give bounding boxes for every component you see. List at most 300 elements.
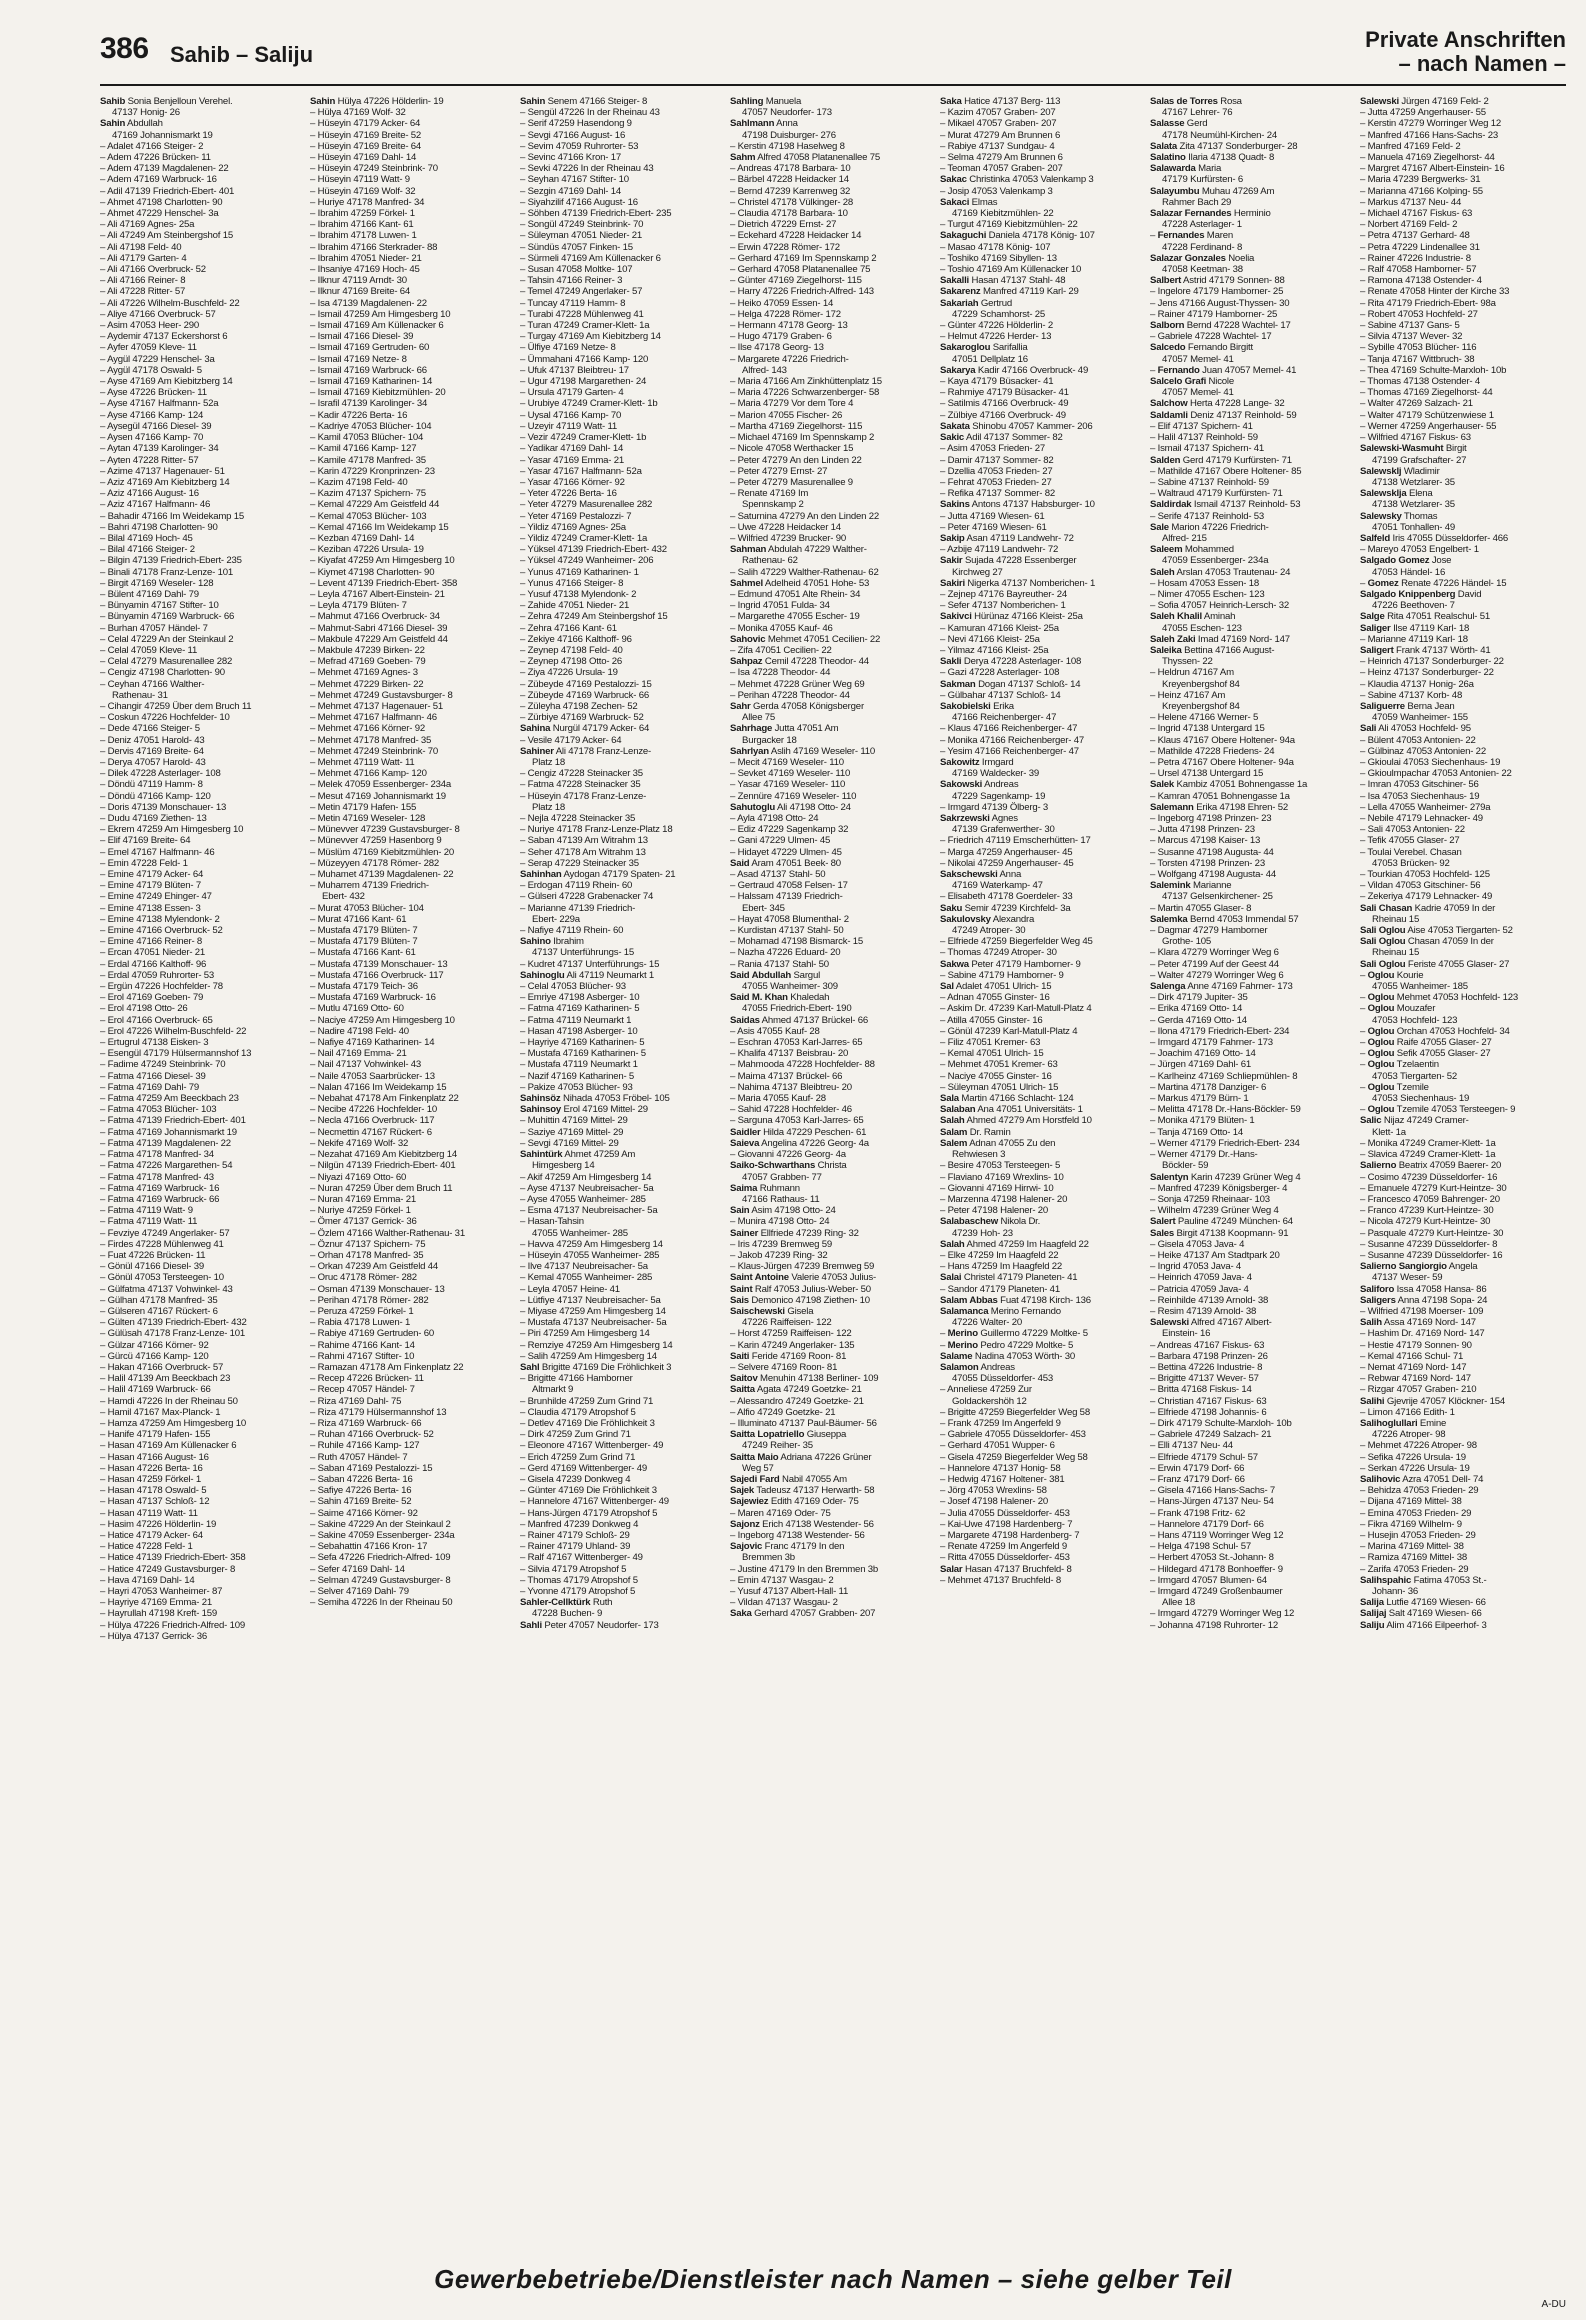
listing-entry: – Naciye 47055 Ginster- 16 (940, 1070, 1052, 1082)
listing-entry: – Gabriele 47249 Salzach- 21 (1150, 1429, 1272, 1441)
listing-entry: – Kezban 47169 Dahl- 14 (310, 532, 415, 544)
listing-entry: Sakaci Elmas (940, 196, 998, 208)
listing-entry: Sahinsoy Erol 47169 Mittel- 29 (520, 1104, 648, 1116)
listing-entry: Saka Gerhard 47057 Grabben- 207 (730, 1608, 876, 1620)
listing-entry: – Fatma 47119 Neumarkt 1 (520, 1014, 632, 1026)
listing-entry: – Mustafa 47169 Warbruck- 16 (310, 992, 436, 1004)
listing-entry: – Adalet 47166 Steiger- 2 (100, 140, 204, 152)
listing-entry: 47229 Schamhorst- 25 (952, 308, 1046, 320)
listing-entry: 47059 Essenberger- 234a (1162, 555, 1269, 567)
listing-entry: Weg 57 (742, 1462, 774, 1474)
listing-entry: – Leyla 47179 Blüten- 7 (310, 600, 407, 612)
listing-entry: – Osman 47139 Monschauer- 13 (310, 1283, 445, 1295)
listing-entry: Sahiner Ali 47178 Franz-Lenze- (520, 745, 652, 757)
listing-entry: – Robert 47053 Hochfeld- 27 (1360, 308, 1478, 320)
listing-entry: – Aziz 47167 Halfmann- 46 (100, 499, 211, 511)
listing-entry: – Gönül 47166 Diesel- 39 (100, 1261, 205, 1273)
listing-entry: – Zübeyde 47169 Warbruck- 66 (520, 689, 649, 701)
listing-entry: – Ingelore 47179 Hamborner- 25 (1150, 286, 1284, 298)
listing-entry: – Marzenna 47198 Halener- 20 (940, 1193, 1068, 1205)
page-header (100, 28, 1566, 82)
listing-entry: Saidas Ahmed 47137 Brückel- 66 (730, 1014, 868, 1026)
listing-entry: 47055 Friedrich-Ebert- 190 (742, 1003, 852, 1015)
listing-entry: – Besire 47053 Tersteegen- 5 (940, 1160, 1061, 1172)
listing-entry: – Kemal 47229 Am Geistfeld 44 (310, 499, 440, 511)
listing-entry: – Nejla 47228 Steinacker 35 (520, 813, 636, 824)
listing-entry: – Bülent 47053 Antonien- 22 (1360, 734, 1476, 746)
listing-entry: – Peter 47169 Wiesen- 61 (940, 521, 1047, 533)
listing-entry: – Fevziye 47249 Angerlaker- 57 (100, 1227, 230, 1239)
listing-entry: 47166 Reichenberger- 47 (952, 712, 1057, 724)
listing-entry: – Gkioulai 47053 Siechenhaus- 19 (1360, 756, 1501, 768)
listing-entry: – Marga 47259 Angerhauser- 45 (940, 846, 1073, 858)
listing-entry: 47137 Honig- 26 (112, 107, 180, 119)
listing-entry: – Marianne 47119 Karl- 18 (1360, 633, 1468, 645)
listing-entry: – Aygül 47178 Oswald- 5 (100, 364, 202, 376)
listing-entry: – Mustafa 47137 Neubreisacher- 5a (520, 1317, 667, 1329)
listing-entry: Sakwa Peter 47179 Hamborner- 9 (940, 958, 1081, 970)
listing-entry: Salai Christel 47179 Planeten- 41 (940, 1272, 1078, 1284)
listing-entry: – Bahadir 47166 Im Weidekamp 15 (100, 510, 245, 522)
listing-entry: – Zeynep 47198 Feld- 40 (520, 644, 623, 656)
listing-column (100, 96, 306, 2248)
listing-entry: – Jakob 47239 Ring- 32 (730, 1249, 828, 1261)
listing-entry: – Kerstin 47279 Worringer Weg 12 (1360, 118, 1501, 130)
listing-entry: – Helga 47228 Römer- 172 (730, 308, 841, 320)
listing-entry: – Nafiye 47169 Katharinen- 14 (310, 1037, 435, 1049)
listing-entry: – Hülya 47169 Wolf- 32 (310, 107, 406, 119)
listing-entry: – Nilgün 47139 Friedrich-Ebert- 401 (310, 1160, 456, 1172)
listing-entry: 47249 Reiher- 35 (742, 1440, 813, 1452)
listing-entry: Salcelo Grafi Nicole (1150, 376, 1234, 388)
listing-entry: – Hannelore 47167 Wittenberger- 49 (520, 1496, 669, 1508)
listing-entry: 47057 Memel- 41 (1162, 353, 1234, 365)
listing-entry: – Yilmaz 47166 Kleist- 25a (940, 644, 1049, 656)
listing-entry: – Wilhelm 47239 Grüner Weg 4 (1150, 1205, 1279, 1217)
listing-entry: – Marion 47055 Fischer- 26 (730, 409, 843, 421)
listing-entry: – Erdogan 47119 Rhein- 60 (520, 880, 633, 892)
listing-entry: 47239 Hoh- 23 (952, 1227, 1013, 1239)
listing-entry: – Jutta 47169 Wiesen- 61 (940, 510, 1045, 522)
listing-entry: – Gisela 47239 Donkweg 4 (520, 1473, 631, 1485)
listing-entry: – Gisela 47166 Hans-Sachs- 7 (1150, 1485, 1276, 1497)
listing-entry: 47226 Walter- 20 (952, 1317, 1023, 1329)
listing-entry: – Rainer 47226 Industrie- 8 (1360, 252, 1471, 264)
listing-entry: – Giovanni 47169 Hirrwi- 10 (940, 1182, 1054, 1194)
listing-entry: 47166 Rathaus- 11 (742, 1193, 820, 1205)
listing-entry: – Fatma 47169 Warbruck- 16 (100, 1182, 220, 1194)
listing-entry: – Makbule 47239 Birken- 22 (310, 644, 425, 656)
listing-entry: Johann- 36 (1372, 1586, 1419, 1598)
listing-entry: – Mehmet 47229 Birken- 22 (310, 678, 424, 690)
listing-entry: – Derya 47057 Harold- 43 (100, 756, 206, 768)
listing-entry: – Sürmeli 47169 Am Küllenacker 6 (520, 252, 661, 264)
listing-entry: – Celal 47053 Blücher- 93 (520, 981, 626, 993)
listing-entry: – Fatma 47139 Friedrich-Ebert- 401 (100, 1115, 246, 1127)
listing-entry: – Gisela 47053 Java- 4 (1150, 1238, 1245, 1250)
listing-entry: – Sevgi 47169 Mittel- 29 (520, 1137, 619, 1149)
listing-entry: – Bülent 47169 Dahl- 79 (100, 588, 199, 600)
listing-entry: – Safiye 47226 Berta- 16 (310, 1485, 412, 1497)
listing-entry: Sajonz Erich 47138 Westender- 56 (730, 1518, 874, 1530)
listing-entry: – Resim 47139 Arnold- 38 (1150, 1305, 1257, 1317)
listing-entry: Kreyenbergshof 84 (1162, 678, 1240, 690)
listing-entry: – Piri 47259 Am Himgesberg 14 (520, 1328, 650, 1340)
listing-entry: – Mikael 47057 Graben- 207 (940, 118, 1057, 130)
section-title (1365, 28, 1566, 76)
listing-entry: – Selvere 47169 Roon- 81 (730, 1361, 838, 1373)
listing-entry: – Sakine 47229 An der Steinkaul 2 (310, 1518, 451, 1530)
listing-entry: – Emine 47179 Blüten- 7 (100, 880, 202, 892)
listing-entry: – Ramiza 47169 Mittel- 38 (1360, 1552, 1467, 1564)
listing-entry: – Fadime 47249 Steinbrink- 70 (100, 1059, 226, 1071)
listing-entry: – Uwe 47228 Heidacker 14 (730, 521, 841, 533)
listing-entry: – Adil 47139 Friedrich-Ebert- 401 (100, 185, 235, 197)
listing-entry: – Hasan 47178 Oswald- 5 (100, 1485, 207, 1497)
listing-entry: – Mehmet 47166 Kamp- 120 (310, 768, 427, 780)
listing-entry: – Jürgen 47169 Dahl- 61 (1150, 1059, 1252, 1071)
listing-entry: – Oglou Orchan 47053 Hochfeld- 34 (1360, 1025, 1510, 1037)
listing-entry: – Josef 47198 Halener- 20 (940, 1496, 1049, 1508)
listing-entry: Salasse Gerd (1150, 118, 1208, 130)
listing-entry: – Friedrich 47119 Emscherhütten- 17 (940, 835, 1091, 847)
listing-entry: – Mehmet 47119 Watt- 11 (310, 756, 415, 768)
listing-entry: – Züleyha 47198 Zechen- 52 (520, 700, 638, 712)
listing-entry: Kreyenbergshof 84 (1162, 700, 1240, 712)
listing-entry: – Kiyafat 47259 Am Himgesberg 10 (310, 555, 455, 567)
listing-entry: – Rita 47179 Friedrich-Ebert- 98a (1360, 297, 1496, 309)
listing-entry: – Manfred 47169 Feld- 2 (1360, 140, 1461, 152)
listing-entry: – Werner 47179 Dr.-Hans- (1150, 1149, 1258, 1161)
listing-columns (100, 96, 1566, 2248)
listing-entry: – Helmut 47226 Herder- 13 (940, 331, 1052, 343)
listing-entry: – Firdes 47228 Mühlenweg 41 (100, 1238, 224, 1250)
listing-entry: – Semiha 47226 In der Rheinau 50 (310, 1597, 453, 1609)
listing-entry: – Metin 47179 Hafen- 155 (310, 801, 417, 813)
listing-entry: Goldackershöh 12 (952, 1395, 1027, 1407)
listing-entry: – Hosam 47053 Essen- 18 (1150, 577, 1259, 589)
listing-entry: – Dudu 47169 Ziethen- 13 (100, 813, 207, 824)
listing-entry: – Elif 47169 Breite- 64 (100, 835, 191, 847)
listing-entry: Rathenau- 31 (112, 689, 168, 701)
listing-entry: Sain Asim 47198 Otto- 24 (730, 1205, 836, 1217)
listing-entry: Saitta Agata 47249 Goetzke- 21 (730, 1384, 862, 1396)
listing-entry: – Hüseyin 47169 Wolf- 32 (310, 185, 416, 197)
listing-entry: – Sahid 47228 Hochfelder- 46 (730, 1104, 852, 1116)
listing-entry: – Elfriede 47179 Schul- 57 (1150, 1451, 1258, 1463)
listing-entry: – Seyhan 47167 Stifter- 10 (520, 174, 629, 186)
listing-entry: – Mesut 47169 Johannismarkt 19 (310, 790, 446, 802)
listing-entry: Salfeld Iris 47055 Düsseldorfer- 466 (1360, 532, 1508, 544)
listing-entry: – Jutta 47198 Prinzen- 23 (1150, 824, 1255, 836)
listing-entry: – Gertraud 47058 Felsen- 17 (730, 880, 848, 892)
listing-entry: Salemka Bernd 47053 Immendal 57 (1150, 913, 1299, 925)
listing-entry: – Zahide 47051 Nieder- 21 (520, 600, 630, 612)
listing-entry: Salamon Andreas (940, 1361, 1015, 1373)
listing-entry: – Serap 47229 Steinacker 35 (520, 857, 639, 869)
listing-entry: – Fatma 47169 Dahl- 79 (100, 1081, 200, 1093)
listing-entry: – Ihsaniye 47169 Hoch- 45 (310, 264, 420, 276)
listing-entry: – Hasan 47226 Berta- 16 (100, 1462, 203, 1474)
listing-entry: – Münevver 47259 Hasenborg 9 (310, 835, 442, 847)
listing-entry: – Celal 47229 An der Steinkaul 2 (100, 633, 234, 645)
listing-entry: – Oglou Mehmet 47053 Hochfeld- 123 (1360, 992, 1518, 1004)
listing-entry: – Dirk 47179 Jupiter- 35 (1150, 992, 1248, 1004)
listing-entry: – Walter 47269 Salzach- 21 (1360, 398, 1473, 410)
listing-entry: – Selver 47169 Dahl- 79 (310, 1586, 409, 1598)
header-rule (100, 84, 1566, 86)
listing-entry: – Kadriye 47053 Blücher- 104 (310, 420, 432, 432)
listing-entry: Kirchweg 27 (952, 566, 1003, 578)
listing-entry: – Behidza 47053 Frieden- 29 (1360, 1485, 1479, 1497)
listing-entry: 47228 Buchen- 9 (532, 1608, 603, 1620)
listing-entry: – Emine 47166 Reiner- 8 (100, 936, 203, 948)
listing-entry: – Azime 47137 Hagenauer- 51 (100, 465, 225, 477)
listing-entry: – Fatma 47178 Manfred- 43 (100, 1171, 214, 1183)
listing-entry: – Ugur 47198 Margarethen- 24 (520, 376, 647, 388)
listing-entry: 47055 Wanheimer- 185 (1372, 981, 1468, 993)
listing-entry: Sakulovsky Alexandra (940, 913, 1035, 925)
listing-entry: – Francesco 47059 Bahrenger- 20 (1360, 1193, 1500, 1205)
listing-entry: Einstein- 16 (1162, 1328, 1211, 1340)
listing-entry: – Sabine 47179 Hamborner- 9 (940, 969, 1064, 981)
listing-entry: – Yüksel 47139 Friedrich-Ebert- 432 (520, 544, 667, 556)
listing-entry: Sakrzewski Agnes (940, 813, 1018, 824)
listing-entry: – Sabine 47137 Reinhold- 59 (1150, 476, 1269, 488)
listing-entry: – Saime 47166 Körner- 92 (310, 1507, 418, 1519)
listing-entry: – Saban 47139 Am Witrahm 13 (520, 835, 648, 847)
listing-entry: – Sefer 47137 Nomberichen- 1 (940, 600, 1066, 612)
listing-entry: – Naile 47053 Saarbrücker- 13 (310, 1070, 435, 1082)
listing-entry: Rheinau 15 (1372, 947, 1420, 959)
listing-entry: – Ertugrul 47138 Eisken- 3 (100, 1037, 209, 1049)
listing-entry: – Kazim 47137 Spichern- 75 (310, 488, 426, 500)
listing-entry: Sakman Dogan 47137 Schloß- 14 (940, 678, 1081, 690)
listing-entry: – Erdal 47166 Kalthoff- 96 (100, 958, 207, 970)
listing-entry: 47057 Grabben- 77 (742, 1171, 822, 1183)
listing-entry: Sal Adalet 47051 Ulrich- 15 (940, 981, 1052, 993)
listing-entry: – Deniz 47051 Harold- 43 (100, 734, 205, 746)
listing-entry: – Maria 47279 Vor dem Tore 4 (730, 398, 854, 410)
listing-entry: – Fatma 47119 Watt- 11 (100, 1216, 198, 1228)
listing-entry: – Ralf 47058 Hamborner- 57 (1360, 264, 1477, 276)
listing-entry: – Imran 47053 Gitschiner- 56 (1360, 779, 1479, 791)
listing-entry: Salata Zita 47137 Sonderburger- 28 (1150, 140, 1298, 152)
listing-entry: – Ibrahim 47166 Kant- 61 (310, 219, 414, 231)
listing-entry: – Yasar 47169 Weseler- 110 (730, 779, 846, 791)
listing-entry: – Perihan 47228 Theodor- 44 (730, 689, 850, 701)
listing-entry: – Susanne 47198 Augusta- 44 (1150, 846, 1274, 858)
listing-entry: – Christian 47167 Fiskus- 63 (1150, 1395, 1267, 1407)
listing-entry: Saleika Bettina 47166 August- (1150, 644, 1275, 656)
listing-entry: – Helga 47198 Schul- 57 (1150, 1541, 1252, 1553)
listing-entry: – Ramazan 47178 Am Finkenplatz 22 (310, 1361, 464, 1373)
listing-entry: – Zejnep 47176 Bayreuther- 24 (940, 588, 1068, 600)
listing-entry: – Cosimo 47239 Düsseldorfer- 16 (1360, 1171, 1498, 1183)
listing-entry: – Bilal 47166 Steiger- 2 (100, 544, 195, 556)
listing-entry: – Dervis 47169 Breite- 64 (100, 745, 204, 757)
listing-entry: – Niyazi 47169 Otto- 60 (310, 1171, 407, 1183)
listing-entry: – Joachim 47169 Otto- 14 (1150, 1048, 1256, 1060)
listing-entry: – Gerhard 47169 Im Spennskamp 2 (730, 252, 877, 264)
listing-entry: Sakarya Kadir 47166 Overbruck- 49 (940, 364, 1089, 376)
listing-entry: – Wilfried 47198 Moerser- 109 (1360, 1305, 1484, 1317)
listing-entry: – Turgut 47169 Kiebitzmühlen- 22 (940, 219, 1078, 231)
listing-entry: – Coskun 47226 Hochfelder- 10 (100, 712, 230, 724)
listing-entry: – Claudia 47179 Atropshof 5 (520, 1406, 636, 1418)
listing-entry: – Zifa 47051 Cecilien- 22 (730, 644, 832, 656)
listing-entry: – Martin 47055 Glaser- 8 (1150, 902, 1252, 914)
listing-entry: Sakarenz Manfred 47119 Karl- 29 (940, 286, 1079, 298)
listing-entry: – Gülbahar 47137 Schloß- 14 (940, 689, 1061, 701)
listing-entry: Sakac Christinka 47053 Valenkamp 3 (940, 174, 1094, 186)
listing-entry: 47137 Gelsenkirchener- 25 (1162, 891, 1273, 903)
listing-entry: – Eschran 47053 Karl-Jarres- 65 (730, 1037, 863, 1049)
listing-entry: Sakschewski Anna (940, 869, 1022, 881)
listing-entry: – Günter 47226 Hölderlin- 2 (940, 320, 1053, 332)
listing-entry: Klett- 1a (1372, 1126, 1406, 1138)
listing-entry: Sahli Peter 47057 Neudorfer- 173 (520, 1619, 659, 1631)
listing-entry: Saligert Frank 47137 Wörth- 41 (1360, 644, 1491, 656)
listing-entry: – Sabine 47137 Korb- 48 (1360, 689, 1463, 701)
listing-entry: Ebert- 432 (322, 891, 365, 903)
listing-entry: 47053 Hochfeld- 123 (1372, 1014, 1458, 1026)
listing-entry: – Kamran 47051 Bohnengasse 1a (1150, 790, 1290, 802)
listing-entry: – Ali 47249 Am Steinbergshof 15 (100, 230, 234, 242)
listing-entry: Saliguerre Berna Jean (1360, 700, 1455, 712)
listing-entry: Thyssen- 22 (1162, 656, 1213, 668)
listing-entry: – Ramona 47138 Ostender- 4 (1360, 275, 1482, 287)
listing-entry: Sahpaz Cemil 47228 Theodor- 44 (730, 656, 869, 668)
listing-entry: – Mehmet 47249 Steinbrink- 70 (310, 745, 439, 757)
listing-entry: – Irmgard 47279 Worringer Weg 12 (1150, 1608, 1295, 1620)
listing-entry: – Fatma 47228 Steinacker 35 (520, 779, 641, 791)
listing-entry: – Saziye 47169 Mittel- 29 (520, 1126, 624, 1138)
listing-entry: 47226 Atroper- 98 (1372, 1429, 1446, 1441)
listing-entry: – Selma 47279 Am Brunnen 6 (940, 152, 1063, 164)
listing-entry: – Cengiz 47198 Charlotten- 90 (100, 667, 225, 679)
listing-entry: – Saban 47169 Pestalozzi- 15 (310, 1462, 433, 1474)
listing-entry: – Kemal 47166 Im Weidekamp 15 (310, 521, 449, 533)
listing-entry: – Oruc 47178 Römer- 282 (310, 1272, 417, 1284)
listing-entry: – Bilgin 47139 Friedrich-Ebert- 235 (100, 555, 242, 567)
listing-entry: – Karlheinz 47169 Schliepmühlen- 8 (1150, 1070, 1298, 1082)
listing-entry: – Ingrid 47051 Fulda- 34 (730, 600, 830, 612)
listing-entry: – Teoman 47057 Graben- 207 (940, 163, 1063, 175)
listing-entry: – Emina 47053 Frieden- 29 (1360, 1507, 1472, 1519)
listing-entry: – Fatma 47178 Manfred- 34 (100, 1149, 214, 1161)
listing-entry: Sala Martin 47166 Schlacht- 124 (940, 1093, 1074, 1105)
listing-entry: – Ziya 47226 Ursula- 19 (520, 667, 618, 679)
listing-entry: Sakli Derya 47228 Asterlager- 108 (940, 656, 1082, 668)
listing-entry: 47199 Grafschafter- 27 (1372, 454, 1467, 466)
listing-entry: – Zürbiye 47169 Warbruck- 52 (520, 712, 644, 724)
listing-entry: Salamanca Merino Fernando (940, 1305, 1061, 1317)
listing-entry: – Keziban 47226 Ursula- 19 (310, 544, 424, 556)
listing-entry: – Yüksel 47249 Wanheimer- 206 (520, 555, 654, 567)
listing-entry: – Hakan 47166 Overbruck- 57 (100, 1361, 224, 1373)
listing-entry: – Irmgard 47139 Ölberg- 3 (940, 801, 1049, 813)
listing-entry: – Mustafa 47179 Blüten- 7 (310, 925, 418, 937)
listing-entry: – Michael 47169 Im Spennskamp 2 (730, 432, 875, 444)
listing-entry: – Hedwig 47167 Holtener- 381 (940, 1473, 1065, 1485)
listing-entry: – Havva 47259 Am Himgesberg 14 (520, 1238, 663, 1250)
listing-entry: – Erol 47169 Goeben- 79 (100, 992, 204, 1004)
listing-entry: – Slavica 47249 Cramer-Klett- 1a (1360, 1149, 1496, 1161)
listing-entry: – Sahin 47169 Breite- 52 (310, 1496, 412, 1508)
listing-entry: – Oglou Mouzafer (1360, 1003, 1436, 1015)
listing-entry: – Hüseyin 47055 Wanheimer- 285 (520, 1249, 660, 1261)
listing-entry: – Mefrad 47169 Goeben- 79 (310, 656, 426, 668)
listing-entry: – Nebahat 47178 Am Finkenplatz 22 (310, 1093, 459, 1105)
listing-entry: – Gülzar 47166 Körner- 92 (100, 1339, 209, 1351)
listing-entry: – Klara 47279 Worringer Weg 6 (1150, 947, 1279, 959)
listing-entry: – Gülseri 47228 Grabenacker 74 (520, 891, 654, 903)
listing-entry: – Renate 47259 Im Angerfeld 9 (940, 1541, 1068, 1553)
listing-entry: – Kiymet 47198 Charlotten- 90 (310, 566, 435, 578)
listing-entry: Salih Assa 47169 Nord- 147 (1360, 1317, 1476, 1329)
listing-entry: Spennskamp 2 (742, 499, 804, 511)
listing-entry: Sahman Abdulah 47229 Walther- (730, 544, 867, 556)
listing-entry: – Nicole 47058 Werthacker 15 (730, 443, 854, 455)
listing-entry: – Hayri 47053 Wanheimer- 87 (100, 1586, 223, 1598)
listing-entry: – Serkan 47226 Ursula- 19 (1360, 1462, 1470, 1474)
listing-entry: Sali Oglou Aise 47053 Tiergarten- 52 (1360, 925, 1513, 937)
listing-entry: – Heiko 47059 Essen- 14 (730, 297, 834, 309)
listing-entry: – Fatma 47169 Johannismarkt 19 (100, 1126, 237, 1138)
listing-entry: 47249 Atroper- 30 (952, 925, 1026, 937)
listing-entry: Saku Semir 47239 Kirchfeld- 3a (940, 902, 1071, 914)
listing-entry: – Brigitte 47166 Hamborner (520, 1373, 633, 1385)
listing-entry: 47055 Wanheimer- 285 (532, 1227, 628, 1239)
listing-entry: – Erol 47166 Overbruck- 65 (100, 1014, 213, 1026)
listing-entry: – Melek 47059 Essenberger- 234a (310, 779, 451, 791)
listing-entry: Sahinhan Aydogan 47179 Spaten- 21 (520, 869, 676, 881)
listing-entry: – Ismail 47169 Netze- 8 (310, 353, 407, 365)
listing-entry: – Rainer 47179 Uhland- 39 (520, 1541, 631, 1553)
listing-entry: – Ibrahim 47166 Sterkrader- 88 (310, 241, 438, 253)
listing-entry: Saitov Menuhin 47138 Berliner- 109 (730, 1373, 879, 1385)
listing-entry: Sakaroglou Sarifallia (940, 342, 1028, 354)
listing-entry: – Peter 47279 Masurenallee 9 (730, 476, 853, 488)
listing-entry: – Wilfried 47239 Brucker- 90 (730, 532, 846, 544)
listing-entry: – Martha 47169 Ziegelhorst- 115 (730, 420, 863, 432)
listing-entry: – Mustafa 47119 Neumarkt 1 (520, 1059, 638, 1071)
listing-entry: – Manfred 47239 Königsberger- 4 (1150, 1182, 1288, 1194)
listing-entry: Salchow Herta 47228 Lange- 32 (1150, 398, 1285, 410)
listing-entry: – Gani 47229 Ulmen- 45 (730, 835, 831, 847)
listing-entry: – Mehmet 47051 Kremer- 63 (940, 1059, 1058, 1071)
listing-column (1150, 96, 1356, 2248)
listing-entry: Sainer Ellfriede 47239 Ring- 32 (730, 1227, 859, 1239)
listing-entry: – Levent 47139 Friedrich-Ebert- 358 (310, 577, 458, 589)
listing-entry: – Maria 47166 Am Zinkhüttenplatz 15 (730, 376, 882, 388)
listing-entry: – Kurdistan 47137 Stahl- 50 (730, 925, 844, 937)
listing-entry: – Ediz 47229 Sagenkamp 32 (730, 824, 849, 836)
listing-entry: – Ingrid 47138 Untergard 15 (1150, 723, 1265, 735)
listing-entry: – Fuat 47226 Brücken- 11 (100, 1249, 206, 1261)
listing-entry: Allee 18 (1162, 1597, 1196, 1609)
listing-entry: – Hüseyin 47169 Dahl- 14 (310, 152, 417, 164)
listing-entry: – Irmgard 47057 Blumen- 64 (1150, 1574, 1267, 1586)
listing-entry: – Manuela 47169 Ziegelhorst- 44 (1360, 152, 1495, 164)
listing-entry: – Saturnina 47279 An den Linden 22 (730, 510, 879, 522)
listing-entry: – Kadir 47226 Berta- 16 (310, 409, 408, 421)
listing-entry: Salas de Torres Rosa (1150, 96, 1242, 107)
listing-entry: 47055 Wanheimer- 309 (742, 981, 838, 993)
listing-entry: – Refika 47137 Sommer- 82 (940, 488, 1055, 500)
listing-entry: Salemann Erika 47198 Ehren- 52 (1150, 801, 1288, 813)
